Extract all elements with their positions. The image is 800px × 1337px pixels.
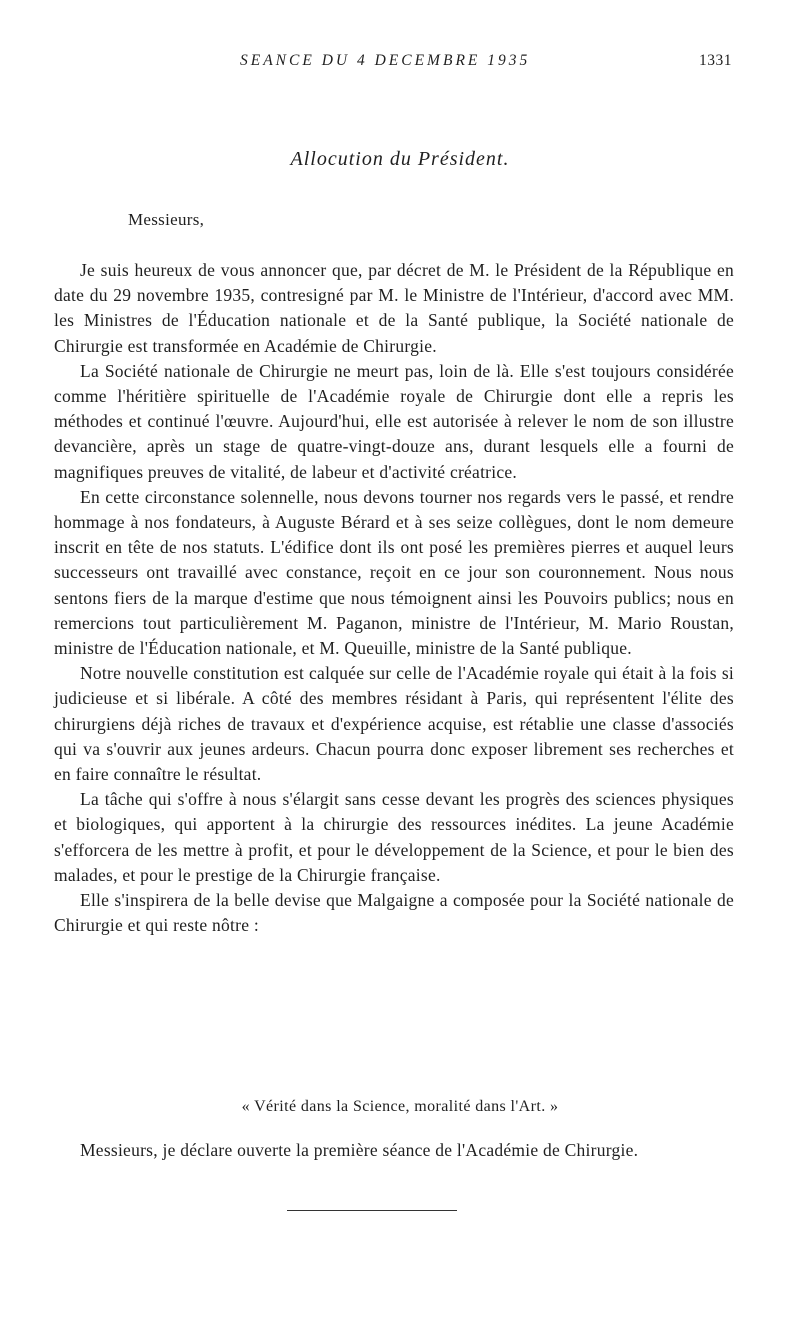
section-heading: Allocution du Président. — [290, 148, 510, 170]
page-number: 1331 — [699, 52, 732, 69]
salutation: Messieurs, — [128, 210, 205, 229]
paragraph-3: En cette circonstance solennelle, nous devons tourner nos regards vers le passé, et rendre hommage à nos fondateurs, à Auguste Bérard et à ses seize collègues, dont le nom demeure inscrit en tête de nos statuts. L'édifice dont ils ont posé les premières pierres et auquel leurs successeurs ont travaillé avec constance, reçoit en ce jour son couronnement. Nous nous sentons fiers de la marque d'estime que nous témoignent ainsi les Pouvoirs publics; nous en remercions tout particulièrement M. Paganon, ministre de l'Intérieur, M. Mario Roustan, ministre de l'Éducation nationale, et M. Queuille, ministre de la Santé publique. — [54, 486, 734, 659]
paragraph-5: La tâche qui s'offre à nous s'élargit sans cesse devant les progrès des sciences physiques et biologiques, qui apportent à la chirurgie des ressources inédites. La jeune Académie s'efforcera de les mettre à profit, et pour le développement de la Science, et pour le bien des malades, et pour le prestige de la Chirurgie française. — [54, 789, 734, 885]
running-title: SEANCE DU 4 DECEMBRE 1935 — [240, 52, 531, 69]
section-divider — [287, 1210, 457, 1211]
closing-paragraph: Messieurs, je déclare ouverte la première séance de l'Académie de Chirurgie. — [80, 1140, 639, 1160]
paragraph-6: Elle s'inspirera de la belle devise que Malgaigne a composée pour la Société nationale de Chirurgie et qui reste nôtre : — [54, 890, 734, 936]
paragraph-4: Notre nouvelle constitution est calquée sur celle de l'Académie royale qui était à la fois si judicieuse et si libérale. A côté des membres résidant à Paris, qui représentent l'élite des chirurgiens déjà riches de travaux et d'expérience acquise, est rétablie une classe d'associés qui va s'ouvrir aux jeunes ardeurs. Chacun pourra donc exposer librement ses recherches et en faire connaître le résultat. — [54, 663, 734, 785]
closing-statement — [54, 1138, 734, 1163]
paragraph-2: La Société nationale de Chirurgie ne meurt pas, loin de là. Elle s'est toujours considérée comme l'héritière spirituelle de l'Académie royale de Chirurgie dont elle a repris les méthodes et continué l'œuvre. Aujourd'hui, elle est autorisée à relever le nom de son illustre devancière, après un stage de quatre-vingt-douze ans, durant lesquels elle a fourni de magnifiques preuves de vitalité, de labeur et d'activité créatrice. — [54, 360, 734, 482]
paragraph-1: Je suis heureux de vous annoncer que, par décret de M. le Président de la République en date du 29 novembre 1935, contresigné par M. le Ministre de l'Intérieur, d'accord avec MM. les Ministres de l'Éducation nationale et de la Santé publique, la Société nationale de Chirurgie est transformée en Académie de Chirurgie. — [54, 260, 734, 356]
running-header — [0, 52, 800, 76]
motto-quote: « Vérité dans la Science, moralité dans l'Art. » — [241, 1098, 559, 1115]
speech-body — [54, 258, 734, 938]
